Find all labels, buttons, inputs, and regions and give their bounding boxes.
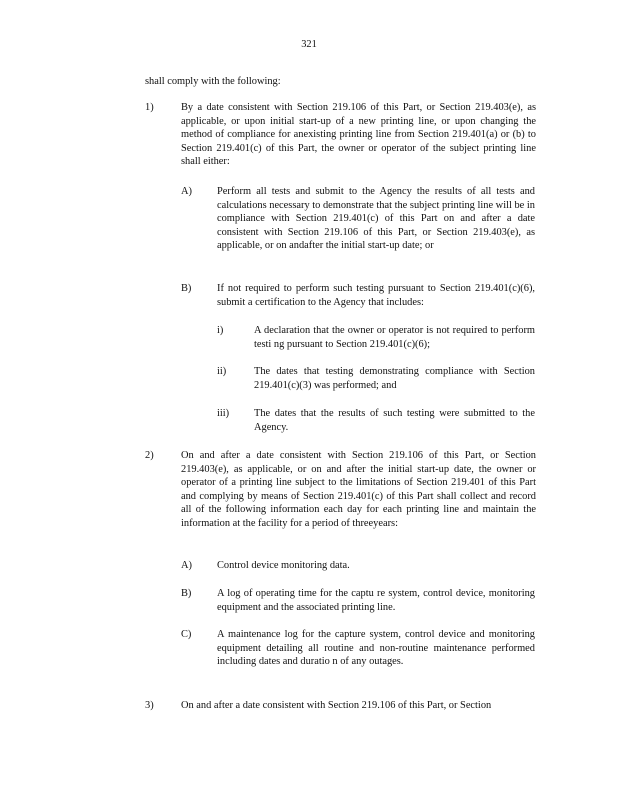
item-number: B) xyxy=(181,283,192,294)
item-text: A declaration that the owner or operator is not required to perform testi ng pursuant to Section 219.401(c)(6); xyxy=(254,325,535,350)
item-text: The dates that testing demonstrating compliance with Section 219.401(c)(3) was performed; and xyxy=(254,366,535,391)
item-number: C) xyxy=(181,629,192,640)
item-number: B) xyxy=(181,588,192,599)
item-number: 1) xyxy=(145,102,154,113)
item-number: 2) xyxy=(145,450,154,461)
item-text: A log of operating time for the captu re system, control device, monitoring equipment and the associated printing line. xyxy=(217,588,535,613)
item-number: ii) xyxy=(217,366,227,377)
page-number: 321 xyxy=(301,39,317,50)
item-number: A) xyxy=(181,560,192,571)
item-text: The dates that the results of such testing were submitted to the Agency. xyxy=(254,408,535,433)
item-text: A maintenance log for the capture system, control device and monitoring equipment detailing all routine and non-routine maintenance performed including dates and duratio n of any outages. xyxy=(217,629,535,668)
item-text: Control device monitoring data. xyxy=(217,560,350,571)
item-text: If not required to perform such testing pursuant to Section 219.401(c)(6), submit a certification to the Agency that includes: xyxy=(217,283,535,308)
item-number: A) xyxy=(181,186,192,197)
intro-text: shall comply with the following: xyxy=(145,76,281,87)
item-number: iii) xyxy=(217,408,230,419)
item-text: On and after a date consistent with Section 219.106 of this Part, or Section xyxy=(181,700,492,711)
item-text: On and after a date consistent with Section 219.106 of this Part, or Section 219.403(e), as applicable, or on and after the initial start-up date, the owner or operator of a printing line subject to the limitations of Section 219.401 of this Part and complying by means of Section 219.401(c) of this Part shall collect and record all of the following information each day for each printing line and maintain the information at the facility for a period of threeyears: xyxy=(181,450,536,529)
item-number: i) xyxy=(217,325,224,336)
item-text: By a date consistent with Section 219.106 of this Part, or Section 219.403(e), as applicable, or upon initial start-up of a new printing line, or upon changing the method of compliance for anexisting printing line from Section 219.401(a) or (b) to Section 219.401(c) of this Part, the owner or operator of the subject printing line shall either: xyxy=(181,102,536,168)
item-number: 3) xyxy=(145,700,154,711)
item-text: Perform all tests and submit to the Agency the results of all tests and calculations necessary to demonstrate that the subject printing line will be in compliance with Section 219.401(c) of this Part on and after a date consistent with Section 219.106 of this Part, or Section 219.403(e), as applicable, or on andafter the initial start-up date; or xyxy=(217,186,535,252)
